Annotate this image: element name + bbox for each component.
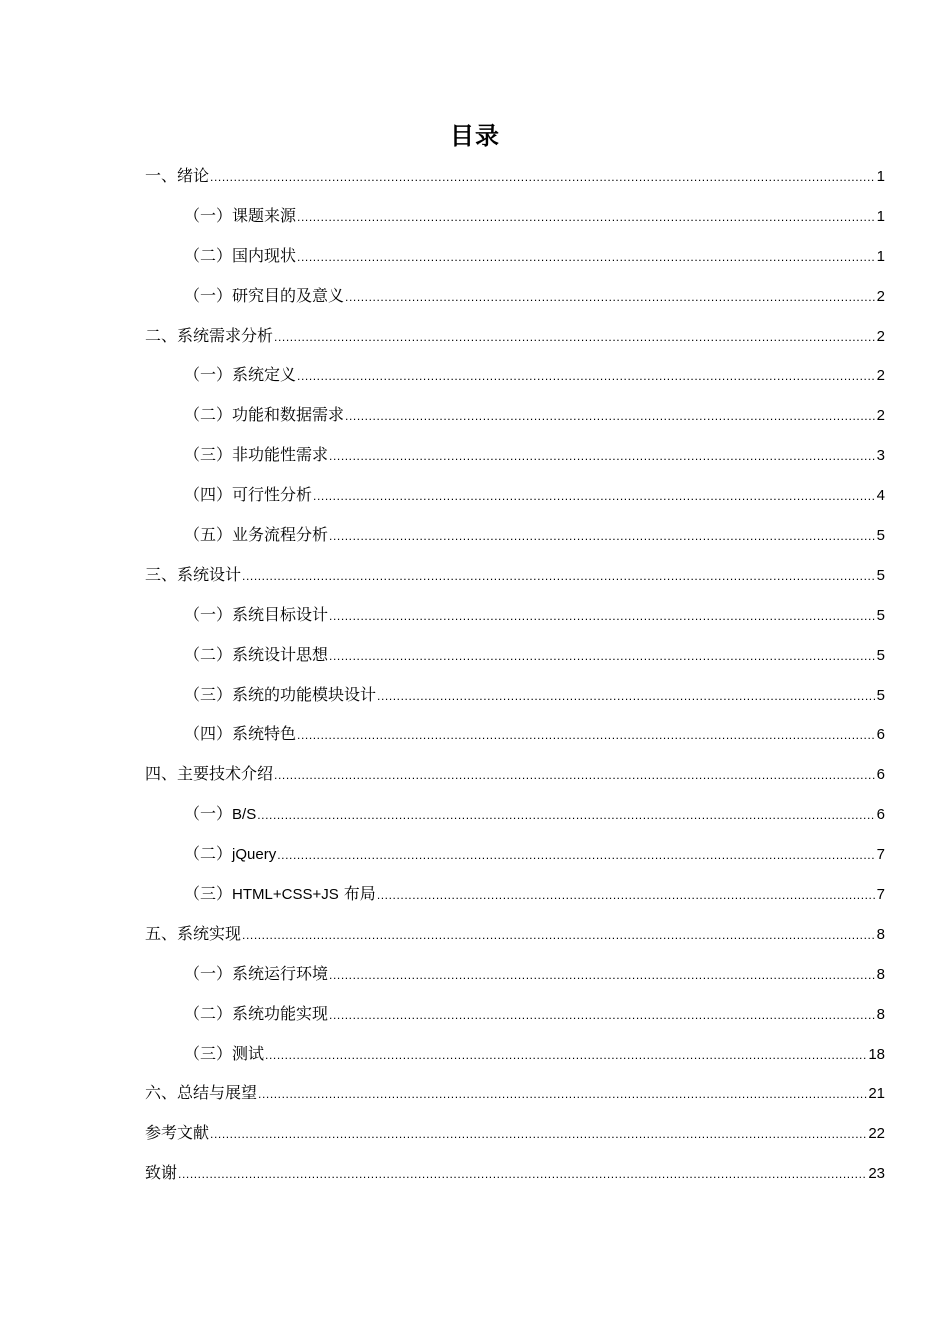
toc-page-number: 3 (876, 447, 885, 465)
toc-page-number: 5 (876, 606, 885, 624)
toc-entry[interactable] (145, 600, 885, 640)
toc-entry-text: （一）系统运行环境 (184, 963, 329, 983)
toc-dot-leader (265, 1040, 867, 1070)
toc-entry[interactable] (145, 959, 885, 999)
toc-entry[interactable] (145, 161, 885, 201)
toc-entry-text: （二）系统设计思想 (184, 644, 329, 664)
toc-page-number: 6 (876, 766, 885, 784)
toc-dot-leader (329, 641, 876, 671)
toc-entry[interactable] (145, 680, 885, 720)
toc-entry[interactable] (145, 1118, 885, 1158)
toc-dot-leader (329, 441, 876, 471)
toc-entry[interactable] (145, 321, 885, 361)
toc-entry-text: （二）系统功能实现 (184, 1003, 329, 1023)
toc-entry[interactable] (145, 719, 885, 759)
toc-entry-text: （一）B/S (184, 804, 257, 824)
toc-entry[interactable] (145, 1158, 885, 1198)
toc-dot-leader (329, 1000, 876, 1030)
toc-dot-leader (242, 561, 876, 591)
toc-page-number: 5 (876, 566, 885, 584)
toc-entry-text: （三）测试 (184, 1043, 265, 1063)
toc-entry[interactable] (145, 281, 885, 321)
toc-entry-text: 五、系统实现 (145, 923, 242, 943)
toc-entry[interactable] (145, 879, 885, 919)
toc-entry-text: 二、系统需求分析 (145, 325, 274, 345)
toc-entry-text: （四）系统特色 (184, 724, 297, 744)
toc-dot-leader (210, 1119, 867, 1149)
toc-entry[interactable] (145, 201, 885, 241)
toc-dot-leader (377, 880, 876, 910)
toc-dot-leader (297, 242, 876, 272)
toc-page-number: 5 (876, 686, 885, 704)
toc-page-number: 23 (868, 1165, 885, 1183)
toc-entry-text: 四、主要技术介绍 (145, 764, 274, 784)
toc-dot-leader (297, 720, 876, 750)
toc-page-number: 2 (876, 327, 885, 345)
toc-dot-leader (274, 322, 876, 352)
toc-entry[interactable] (145, 480, 885, 520)
toc-page-number: 8 (876, 1005, 885, 1023)
toc-entry-text: 三、系统设计 (145, 564, 242, 584)
toc-dot-leader (345, 282, 876, 312)
toc-entry[interactable] (145, 999, 885, 1039)
toc-dot-leader (329, 601, 876, 631)
toc-page-number: 1 (876, 168, 885, 185)
toc-dot-leader (210, 162, 876, 192)
toc-dot-leader (345, 401, 876, 431)
toc-page-number: 5 (876, 646, 885, 664)
toc-dot-leader (313, 481, 876, 511)
toc-dot-leader (297, 361, 876, 391)
toc-entry[interactable] (145, 799, 885, 839)
toc-entry[interactable] (145, 1078, 885, 1118)
toc-entry[interactable] (145, 560, 885, 600)
toc-entry-text: （一）系统定义 (184, 365, 297, 385)
toc-entry-text: 一、绪论 (145, 166, 210, 185)
toc-entry[interactable] (145, 520, 885, 560)
toc-dot-leader (329, 521, 876, 551)
toc-dot-leader (242, 920, 876, 950)
toc-entry-text: 参考文献 (145, 1123, 210, 1143)
toc-entry-text: （三）HTML+CSS+JS 布局 (184, 884, 376, 904)
toc-entry-text: 致谢 (145, 1163, 178, 1183)
toc-page-number: 2 (876, 367, 885, 385)
toc-page-number: 7 (876, 846, 885, 864)
toc-entry-text: （三）非功能性需求 (184, 445, 329, 465)
toc-dot-leader (274, 760, 876, 790)
toc-page-number: 5 (876, 527, 885, 545)
toc-page-number: 1 (876, 207, 885, 225)
toc-page-number: 2 (876, 287, 885, 305)
toc-entry[interactable] (145, 400, 885, 440)
toc-dot-leader (257, 800, 875, 830)
toc-entry[interactable] (145, 919, 885, 959)
toc-entry[interactable] (145, 360, 885, 400)
toc-entry[interactable] (145, 1039, 885, 1079)
toc-page-number: 1 (876, 247, 885, 265)
toc-dot-leader (297, 202, 876, 232)
toc-entry[interactable] (145, 759, 885, 799)
toc-page-number: 8 (876, 925, 885, 943)
toc-page-number: 21 (868, 1085, 885, 1103)
toc-page-number: 8 (876, 965, 885, 983)
toc-entry-text: （五）业务流程分析 (184, 525, 329, 545)
toc-entry[interactable] (145, 440, 885, 480)
toc-entry-text: （二）功能和数据需求 (184, 405, 345, 425)
toc-page-number: 4 (876, 487, 885, 505)
toc-entry-text: 六、总结与展望 (145, 1083, 258, 1103)
toc-entry-text: （二）jQuery (184, 844, 277, 864)
toc-page-number: 22 (868, 1125, 885, 1143)
toc-dot-leader (178, 1159, 867, 1189)
toc-entry-text: （一）课题来源 (184, 205, 297, 225)
toc-entry-text: （三）系统的功能模块设计 (184, 684, 377, 704)
toc-page-number: 6 (876, 726, 885, 744)
toc-entry[interactable] (145, 839, 885, 879)
toc-dot-leader (329, 960, 876, 990)
toc-entry-text: （二）国内现状 (184, 245, 297, 265)
toc-title: 目录 (450, 121, 500, 150)
toc-page-number: 7 (876, 886, 885, 904)
toc-page-number: 18 (868, 1045, 885, 1063)
toc-dot-leader (377, 681, 876, 711)
toc-dot-leader (258, 1079, 867, 1109)
toc-entry[interactable] (145, 241, 885, 281)
toc-dot-leader (277, 840, 875, 870)
toc-page-number: 2 (876, 407, 885, 425)
toc-entry[interactable] (145, 640, 885, 680)
toc-entry-text: （一）系统目标设计 (184, 604, 329, 624)
toc-entry-text: （四）可行性分析 (184, 485, 313, 505)
toc-entry-text: （一）研究目的及意义 (184, 285, 345, 305)
toc-page-number: 6 (876, 806, 885, 824)
toc-list (145, 161, 885, 1198)
